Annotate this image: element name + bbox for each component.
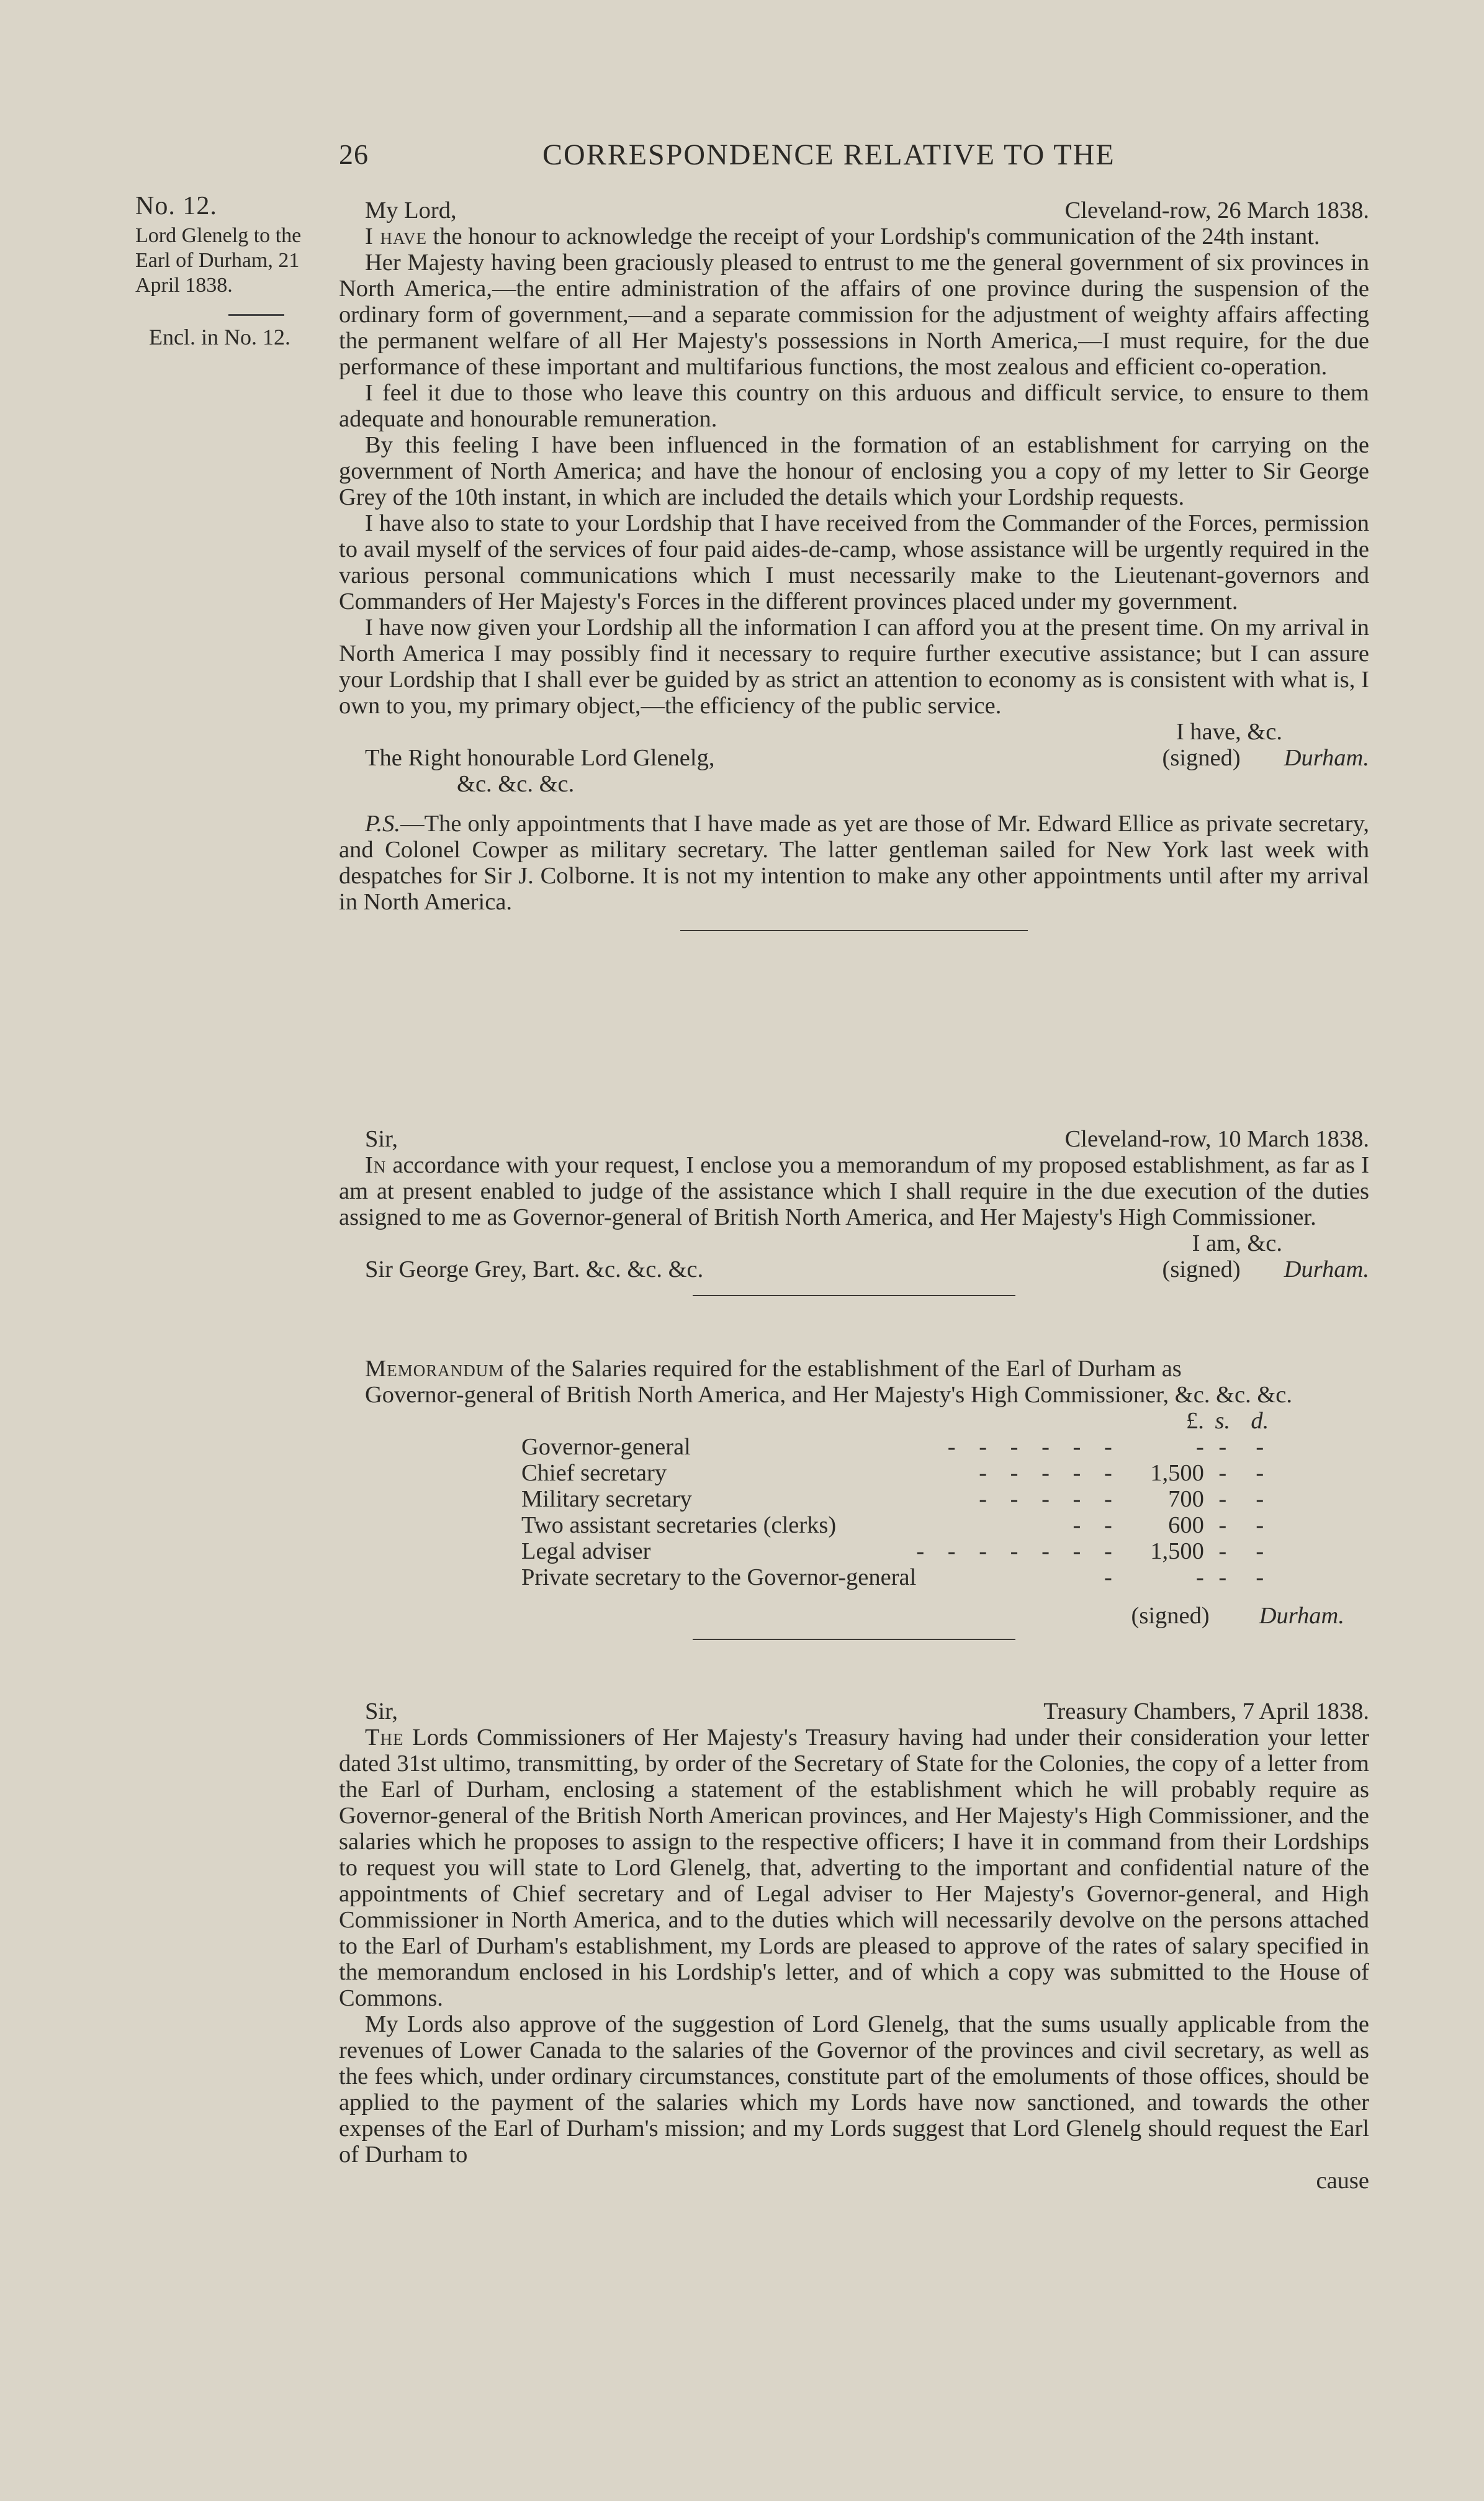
separator-rule — [693, 1295, 1015, 1296]
postscript: P.S.—The only appointments that I have made as yet are those of Mr. Edward Ellice as private secretary, and Colonel Cowper as military secretary. The latter gentleman sailed for New York last week with despatches for Sir J. Colborne. It is not my intention to make any other appointments until after my arrival in North America. — [339, 811, 1369, 915]
paragraph: The Lords Commissioners of Her Majesty's Treasury having had under their consideration your letter dated 31st ultimo, transmitting, by order of the Secretary of State for the Colonies, the copy of a letter from the Earl of Durham, enclosing a statement of the establishment which he will probably require as Governor-general of the British North American provinces, and Her Majesty's High Commissioner, and the salaries which he proposes to assign to the respective officers; I have it in command from their Lordships to request you will state to Lord Glenelg, that, adverting to the important and confidential nature of the appointments of Chief secretary and of Legal adviser to Her Majesty's Governor-general, and High Commissioner in North America, and to the duties which will necessarily devolve on the persons attached to the Earl of Durham's establishment, my Lords are pleased to approve of the rates of salary specified in the memorandum enclosed in his Lordship's letter, and of which a copy was submitted to the House of Commons. — [339, 1724, 1369, 2011]
addressee: The Right honourable Lord Glenelg, — [365, 745, 715, 771]
paragraph: I have now given your Lordship all the information I can afford you at the present time. On my arrival in North America I may possibly find it necessary to require further executive assistance; but I can assure your Lordship that I shall ever be guided by as strict an attention to economy as is consistent with what is, I own to you, my primary object,—the efficiency of the public service. — [339, 615, 1369, 719]
separator-rule — [693, 1639, 1015, 1640]
letter-durham-to-glenelg — [339, 197, 1369, 931]
letter-heading — [339, 197, 1369, 223]
signature-line: (signed) Durham. — [1131, 1603, 1344, 1629]
margin-notes — [135, 194, 340, 349]
signature: Durham. — [1284, 1256, 1369, 1282]
opening-words: The — [365, 1724, 404, 1751]
salutation: Sir, — [365, 1126, 398, 1152]
signature-line: Sir George Grey, Bart. &c. &c. &c. (signed) Durham. — [365, 1256, 1369, 1282]
place-date: Cleveland-row, 26 March 1838. — [1064, 197, 1369, 223]
closing: I am, &c. — [1192, 1230, 1282, 1256]
memorandum-heading-cont: Governor-general of British North America, and Her Majesty's High Commissioner, &c. &c. &c. — [365, 1382, 1293, 1408]
salutation: My Lord, — [365, 197, 457, 223]
page-number: 26 — [339, 138, 369, 170]
place-date: Treasury Chambers, 7 April 1838. — [1043, 1698, 1369, 1724]
closing: I have, &c. — [1176, 719, 1282, 745]
salary-row: Chief secretary - - - - - 1,500 - - — [521, 1460, 1264, 1486]
salary-table — [521, 1408, 1279, 1590]
running-title: CORRESPONDENCE RELATIVE TO THE — [542, 138, 1115, 171]
letter-durham-to-grey — [339, 1126, 1369, 1296]
salary-row: Military secretary - - - - - 700 - - — [521, 1486, 1264, 1512]
salary-row: Two assistant secretaries (clerks) - - 600 - - — [521, 1512, 1264, 1538]
salary-row: Legal adviser - - - - - - - 1,500 - - — [521, 1538, 1264, 1564]
page-header — [0, 138, 1484, 175]
paragraph: I have the honour to acknowledge the receipt of your Lordship's communication of the 24th instant. — [365, 223, 1320, 250]
signature: Durham. — [1284, 745, 1369, 771]
place-date: Cleveland-row, 10 March 1838. — [1064, 1126, 1369, 1152]
addressee: Sir George Grey, Bart. &c. &c. &c. — [365, 1256, 704, 1282]
paragraph: I feel it due to those who leave this country on this arduous and difficult service, to ensure to them adequate and honourable remuneration. — [339, 380, 1369, 432]
letter-heading — [339, 1698, 1369, 1724]
currency-header: £. s. d. — [1185, 1408, 1269, 1434]
enclosure-note: Encl. in No. 12. — [149, 325, 290, 349]
addressee-titles: &c. &c. &c. — [457, 771, 575, 797]
ps-label: P.S. — [365, 811, 401, 837]
paragraph: Her Majesty having been graciously pleased to entrust to me the general government of six provinces in North America,—the entire administration of the affairs of one province during the suspension of the ordinary form of government,—and a separate commission for the adjustment of weighty affairs affecting the permanent welfare of all Her Majesty's possessions in North America,—I must require, for the due performance of these important and multifarious functions, the most zealous and efficient co-operation. — [339, 250, 1369, 380]
signature: Durham. — [1259, 1603, 1344, 1629]
memorandum — [339, 1356, 1369, 1640]
salutation: Sir, — [365, 1698, 398, 1724]
margin-note: Lord Glenelg to the Earl of Durham, 21 April 1838. — [135, 224, 302, 297]
memorandum-label: Memorandum — [365, 1356, 505, 1382]
paragraph: My Lords also approve of the suggestion of Lord Glenelg, that the sums usually applicable from the revenues of Lower Canada to the salaries of the Governor of the provinces and civil secretary, as well as the fees which, under ordinary circumstances, constitute part of the emoluments of those offices, should be applied to the payment of the salaries which my Lords have now sanctioned, and towards the other expenses of the Earl of Durham's mission; and my Lords suggest that Lord Glenelg should request the Earl of Durham to — [339, 2011, 1369, 2168]
opening-words: I have — [365, 223, 427, 250]
margin-rule — [228, 314, 284, 316]
document-number: No. 12. — [135, 192, 217, 220]
salary-row: Private secretary to the Governor-general - - - - — [521, 1564, 1264, 1590]
catchword: cause — [1316, 2168, 1369, 2194]
signature-line: The Right honourable Lord Glenelg, (signed) Durham. — [365, 745, 1369, 771]
opening-words: In — [365, 1152, 387, 1178]
letter-treasury — [339, 1698, 1369, 2194]
memorandum-heading: Memorandum of the Salaries required for the establishment of the Earl of Durham as — [365, 1356, 1182, 1382]
paragraph: I have also to state to your Lordship that I have received from the Commander of the Forces, permission to avail myself of the services of four paid aides-de-camp, whose assistance will be urgently required in the various personal communications which I must necessarily make to the Lieutenant-governors and Commanders of Her Majesty's Forces in the different provinces placed under my government. — [339, 510, 1369, 615]
letter-heading — [339, 1126, 1369, 1152]
salary-row: Governor-general - - - - - - - - - — [521, 1434, 1264, 1460]
paragraph: In accordance with your request, I enclose you a memorandum of my proposed establishment, as far as I am at present enabled to judge of the assistance which I shall require in the due execution of the duties assigned to me as Governor-general of British North America, and Her Majesty's High Commissioner. — [339, 1152, 1369, 1230]
separator-rule — [680, 930, 1028, 931]
paragraph: By this feeling I have been influenced in the formation of an establishment for carrying on the government of North America; and have the honour of enclosing you a copy of my letter to Sir George Grey of the 10th instant, in which are included the details which your Lordship requests. — [339, 432, 1369, 510]
